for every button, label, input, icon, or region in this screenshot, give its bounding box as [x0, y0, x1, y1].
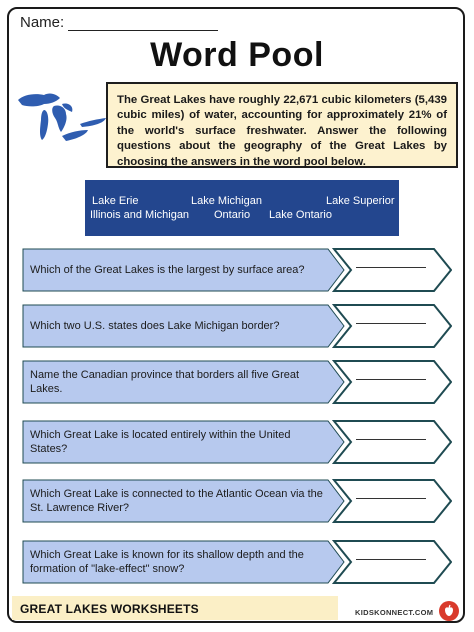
- question-text: Which Great Lake is located entirely within the United States?: [30, 429, 291, 455]
- page-title: Word Pool: [150, 36, 324, 74]
- answer-blank[interactable]: [356, 267, 426, 268]
- question-row-3: [22, 360, 452, 404]
- question-row-5: [22, 479, 452, 523]
- answer-blank[interactable]: [356, 379, 426, 380]
- question-row-4: [22, 420, 452, 464]
- question-row-2: [22, 304, 452, 348]
- brand-label: KIDSKONNECT.COM: [355, 608, 434, 617]
- question-text: Which Great Lake is known for its shallow depth and the formation of "lake-effect" snow?: [30, 549, 304, 575]
- intro-text-box: The Great Lakes have roughly 22,671 cubic kilometers (5,439 cubic miles) of water, accounting for approximately 21% of the world's surface freshwater. Answer the following questions about the geography of the Great Lakes by choosing the answers in the word pool below.: [106, 82, 458, 168]
- question-row-1: [22, 248, 452, 292]
- word-pool-item: Illinois and Michigan: [90, 209, 190, 221]
- name-underline[interactable]: [68, 18, 218, 31]
- word-pool-item: Lake Michigan: [191, 195, 262, 207]
- word-pool-item: Lake Superior: [326, 195, 395, 207]
- footer-label: GREAT LAKES WORKSHEETS: [20, 602, 199, 616]
- word-pool-item: Lake Erie: [92, 195, 139, 207]
- question-text: Which two U.S. states does Lake Michigan border?: [30, 320, 280, 332]
- apple-logo-icon: [438, 600, 460, 622]
- question-text: Which Great Lake is connected to the Atlantic Ocean via the St. Lawrence River?: [30, 488, 323, 514]
- word-pool-item: Ontario: [214, 209, 251, 221]
- name-field[interactable]: [20, 14, 218, 31]
- answer-blank[interactable]: [356, 498, 426, 499]
- answer-blank[interactable]: [356, 559, 426, 560]
- answer-blank[interactable]: [356, 439, 426, 440]
- word-pool-item: Lake Ontario: [269, 209, 332, 221]
- word-pool: [85, 180, 399, 236]
- question-text: Name the Canadian province that borders all five Great Lakes.: [30, 369, 300, 395]
- great-lakes-map-icon: [14, 88, 110, 158]
- question-text: Which of the Great Lakes is the largest by surface area?: [30, 264, 305, 276]
- question-row-6: [22, 540, 452, 584]
- name-label: Name:: [20, 14, 65, 31]
- answer-blank[interactable]: [356, 323, 426, 324]
